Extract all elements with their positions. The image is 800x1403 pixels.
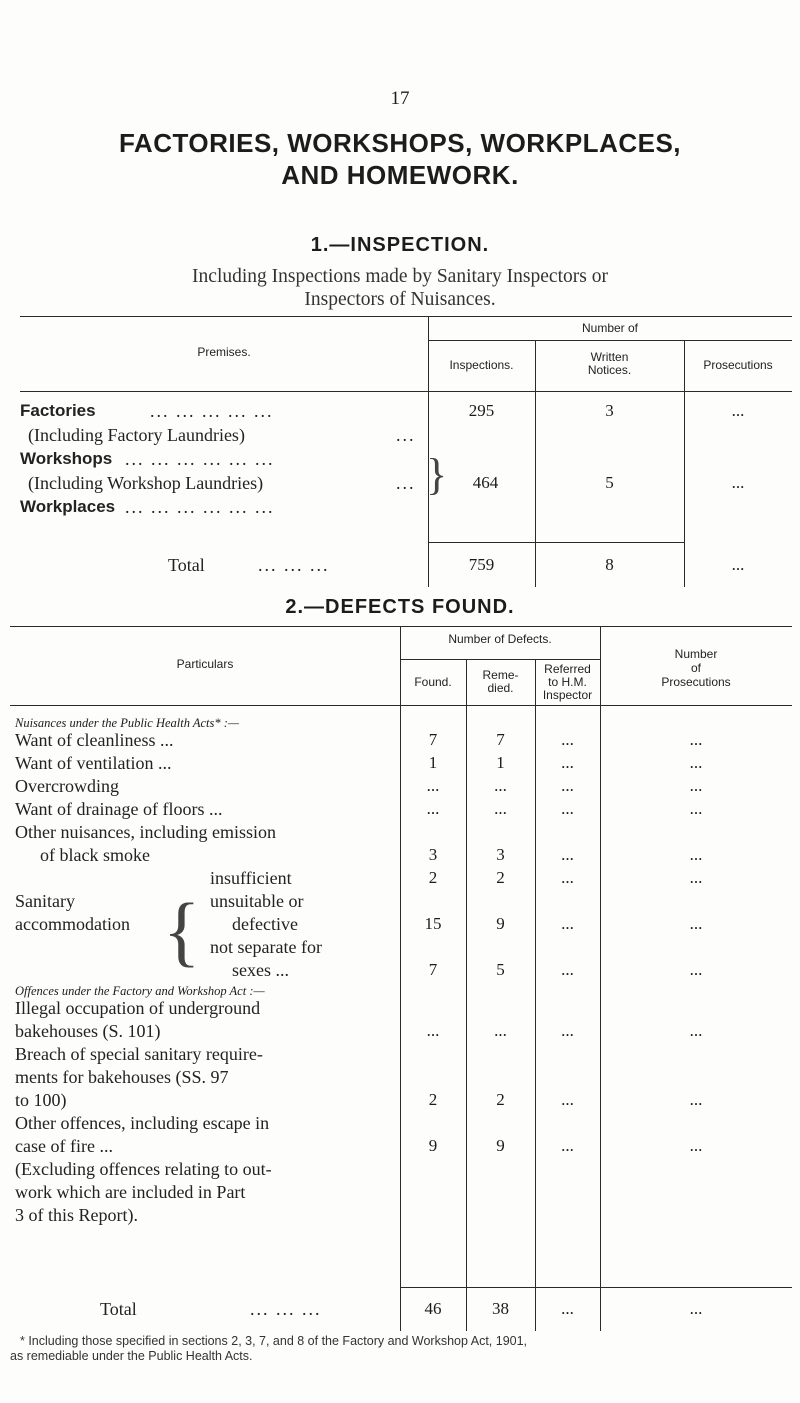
- label-breach-2: ments for bakehouses (SS. 97: [15, 1067, 229, 1087]
- cell-overcrowding-found: ...: [426, 776, 440, 795]
- label-unsuitable-2: defective: [232, 914, 298, 934]
- cell-breach-found: 2: [428, 1090, 438, 1109]
- cell-drainage-prosecutions: ...: [689, 799, 703, 818]
- cell-other-offences-prosecutions: ...: [689, 1136, 703, 1155]
- header-remedied-2: died.: [487, 681, 514, 695]
- factories-prosecutions: ...: [731, 401, 745, 420]
- cell-insufficient-found: 2: [428, 868, 438, 887]
- row-total: Total: [168, 555, 205, 575]
- label-total: Total: [100, 1299, 137, 1319]
- leader-dots: ... ... ...: [258, 555, 330, 575]
- label-not-separate-2: sexes ...: [232, 960, 289, 980]
- leader-dots: ... ... ... ... ... ...: [125, 497, 275, 517]
- header-written-notices-1: Written: [590, 350, 629, 364]
- cell-total-remedied: 38: [492, 1299, 509, 1318]
- cell-overcrowding-remedied: ...: [494, 776, 507, 795]
- row-factories: Factories: [20, 401, 96, 420]
- page-title-line-1: FACTORIES, WORKSHOPS, WORKPLACES,: [118, 128, 682, 158]
- cell-unsuitable-prosecutions: ...: [689, 914, 703, 933]
- cell-ventilation-remedied: 1: [496, 753, 505, 772]
- label-drainage: Want of drainage of floors ...: [15, 799, 223, 819]
- section-1-note-line-2: Inspectors of Nuisances.: [304, 289, 496, 310]
- label-excluding-3: 3 of this Report).: [15, 1205, 138, 1225]
- cell-other-offences-found: 9: [428, 1136, 438, 1155]
- label-overcrowding: Overcrowding: [15, 776, 119, 796]
- cell-not-separate-found: 7: [428, 960, 438, 979]
- header-particulars: Particulars: [176, 657, 234, 671]
- footnote-line-2: as remediable under the Public Health Acts.: [10, 1349, 253, 1363]
- cell-overcrowding-referred: ...: [561, 776, 574, 795]
- cell-other-offences-remedied: 9: [496, 1136, 505, 1155]
- cell-other-nuisances-remedied: 3: [496, 845, 505, 864]
- cell-drainage-found: ...: [426, 799, 440, 818]
- factories-inspections: 295: [468, 401, 495, 420]
- row-workshops-note: (Including Workshop Laundries): [28, 473, 264, 493]
- header-referred-3: Inspector: [542, 688, 593, 702]
- section-1-heading: 1.—INSPECTION.: [310, 234, 490, 256]
- label-other-nuisances-2: of black smoke: [40, 845, 150, 865]
- cell-total-referred: ...: [561, 1299, 574, 1318]
- cell-drainage-remedied: ...: [494, 799, 507, 818]
- cell-not-separate-remedied: 5: [496, 960, 505, 979]
- header-written-notices-2: Notices.: [587, 363, 632, 377]
- row-workshops: Workshops: [20, 449, 113, 468]
- header-found: Found.: [414, 675, 452, 689]
- leader-dots: ...: [396, 473, 416, 493]
- label-breach-1: Breach of special sanitary require-: [15, 1044, 263, 1064]
- cell-not-separate-prosecutions: ...: [689, 960, 703, 979]
- workshops-inspections: 464: [472, 473, 499, 492]
- label-other-nuisances-1: Other nuisances, including emission: [15, 822, 276, 842]
- cell-other-nuisances-prosecutions: ...: [689, 845, 703, 864]
- workshops-prosecutions: ...: [731, 473, 745, 492]
- label-not-separate-1: not separate for: [210, 937, 322, 957]
- label-breach-3: to 100): [15, 1090, 67, 1110]
- cell-overcrowding-prosecutions: ...: [689, 776, 703, 795]
- cell-total-prosecutions: ...: [689, 1299, 703, 1318]
- header-number-3: Prosecutions: [661, 675, 731, 689]
- cell-illegal-referred: ...: [561, 1021, 574, 1040]
- cell-other-nuisances-found: 3: [428, 845, 438, 864]
- cell-other-offences-referred: ...: [561, 1136, 574, 1155]
- row-factories-note: (Including Factory Laundries): [28, 425, 245, 445]
- cell-other-nuisances-referred: ...: [561, 845, 574, 864]
- cell-insufficient-remedied: 2: [496, 868, 505, 887]
- cell-insufficient-referred: ...: [561, 868, 574, 887]
- cell-insufficient-prosecutions: ...: [689, 868, 703, 887]
- nuisances-heading: Nuisances under the Public Health Acts* :—: [15, 716, 240, 730]
- cell-unsuitable-found: 15: [424, 914, 442, 933]
- cell-cleanliness-remedied: 7: [496, 730, 505, 749]
- factories-notices: 3: [605, 401, 614, 420]
- leader-dots: ... ... ...: [250, 1299, 322, 1319]
- brace-icon: }: [426, 450, 448, 499]
- page-number: 17: [390, 88, 410, 109]
- label-unsuitable-1: unsuitable or: [210, 891, 304, 911]
- row-workplaces: Workplaces: [20, 497, 116, 516]
- cell-breach-remedied: 2: [496, 1090, 505, 1109]
- total-inspections: 759: [468, 555, 495, 574]
- cell-unsuitable-remedied: 9: [496, 914, 505, 933]
- cell-not-separate-referred: ...: [561, 960, 574, 979]
- header-inspections: Inspections.: [449, 358, 514, 372]
- header-number-of-defects: Number of Defects.: [448, 632, 552, 646]
- cell-breach-prosecutions: ...: [689, 1090, 703, 1109]
- leader-dots: ... ... ... ... ... ...: [125, 449, 275, 469]
- header-number-1: Number: [674, 647, 718, 661]
- label-other-offences-2: case of fire ...: [15, 1136, 113, 1156]
- header-referred-1: Referred: [544, 662, 591, 676]
- cell-cleanliness-referred: ...: [561, 730, 574, 749]
- leader-dots: ... ... ... ... ...: [150, 401, 274, 421]
- header-number-2: of: [690, 661, 701, 675]
- brace-icon: {: [163, 887, 201, 974]
- label-sanitary-2: accommodation: [15, 914, 130, 934]
- header-prosecutions: Prosecutions: [703, 358, 773, 372]
- page-title-line-2: AND HOMEWORK.: [281, 160, 519, 190]
- cell-total-found: 46: [424, 1299, 442, 1318]
- total-prosecutions: ...: [731, 555, 745, 574]
- header-number-of: Number of: [581, 321, 639, 335]
- cell-unsuitable-referred: ...: [561, 914, 574, 933]
- cell-ventilation-referred: ...: [561, 753, 574, 772]
- total-notices: 8: [605, 555, 614, 574]
- label-cleanliness: Want of cleanliness ...: [15, 730, 174, 750]
- workshops-notices: 5: [605, 473, 614, 492]
- section-2-heading: 2.—DEFECTS FOUND.: [285, 596, 515, 618]
- cell-illegal-prosecutions: ...: [689, 1021, 703, 1040]
- header-premises: Premises.: [197, 345, 251, 359]
- cell-ventilation-prosecutions: ...: [689, 753, 703, 772]
- cell-breach-referred: ...: [561, 1090, 574, 1109]
- leader-dots: ...: [396, 425, 416, 445]
- cell-ventilation-found: 1: [428, 753, 438, 772]
- header-remedied-1: Reme-: [482, 668, 519, 682]
- cell-illegal-found: ...: [426, 1021, 440, 1040]
- label-illegal-1: Illegal occupation of underground: [15, 998, 261, 1018]
- cell-drainage-referred: ...: [561, 799, 574, 818]
- label-excluding-1: (Excluding offences relating to out-: [15, 1159, 272, 1179]
- label-sanitary-1: Sanitary: [15, 891, 75, 911]
- cell-cleanliness-found: 7: [428, 730, 438, 749]
- cell-cleanliness-prosecutions: ...: [689, 730, 703, 749]
- label-ventilation: Want of ventilation ...: [15, 753, 172, 773]
- offences-heading: Offences under the Factory and Workshop Act :—: [15, 984, 265, 998]
- footnote-line-1: * Including those specified in sections 2, 3, 7, and 8 of the Factory and Workshop Act, 1901,: [20, 1334, 528, 1348]
- label-other-offences-1: Other offences, including escape in: [15, 1113, 270, 1133]
- label-illegal-2: bakehouses (S. 101): [15, 1021, 161, 1041]
- cell-illegal-remedied: ...: [494, 1021, 507, 1040]
- header-referred-2: to H.M.: [548, 675, 587, 689]
- label-excluding-2: work which are included in Part: [15, 1182, 246, 1202]
- section-1-note-line-1: Including Inspections made by Sanitary Inspectors or: [192, 266, 608, 287]
- label-insufficient: insufficient: [210, 868, 292, 888]
